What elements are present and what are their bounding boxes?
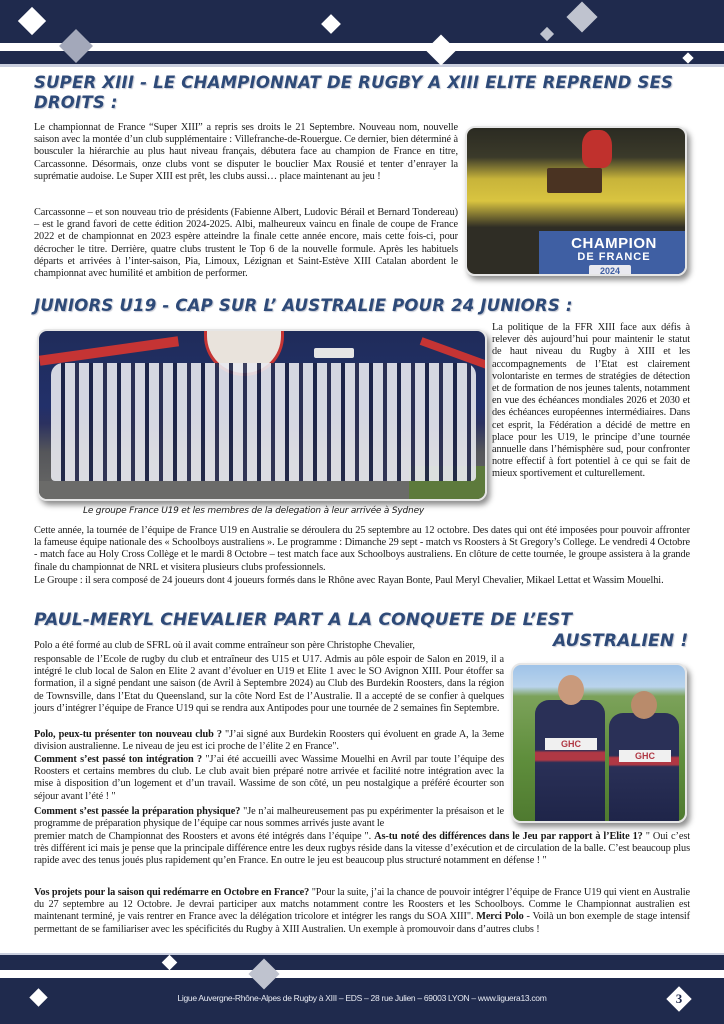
answer-4: " Oui c’est très différent ici mais je pense que la principale différence entre les deux rugbys réside dans la vitesse d’exécution et de circulation de la balle. C’est beaucoup plus rapide avec des tenus joués plus rapidement qu’en France. En outre le jeu est beaucoup plus structuré notamment en défense ! " [34, 831, 690, 867]
question-5: Vos projets pour la saison qui redémarre en Octobre en France? [34, 887, 310, 898]
player-head [631, 691, 657, 719]
photo-caption: Le groupe France U19 et les membres de la delegation à leur arrivée à Sydney [83, 506, 425, 516]
section1-paragraph-1: Le championnat de France “Super XIII” a repris ses droits le 21 Septembre. Nouveau nom, nouvelle saison avec la montée d’un club supplémentaire : Villefranche-de-Rouergue. Ce dernier, bien déterminé à bousculer la hiérarchie au plus haut niveau français, débutera face au champion de France en titre, Carcassonne. Désormais, onze clubs vont se disputer le bouclier Max Rousié et tenter d’enrayer la suprématie audoise. Le Super XIII est prêt, les clubs aussi… place maintenant au jeu ! [34, 122, 458, 182]
diamond-icon [566, 1, 597, 32]
section-title-juniors-u19: JUNIORS U19 - CAP SUR L’ AUSTRALIE POUR 24 JUNIORS : [34, 296, 573, 315]
section2-group-paragraph: Le Groupe : il sera composé de 24 joueurs dont 4 joueurs formés dans le Rhône avec Rayan Bonte, Paul Meryl Chevalier, Mikael Lettat et Wassim Mouelhi. [34, 575, 664, 586]
photo-chevalier-mouelhi [511, 663, 687, 823]
banner-year: 2024 [589, 265, 631, 276]
player-right [609, 713, 679, 823]
section-title-super-xiii: SUPER XIII - LE CHAMPIONNAT DE RUGBY A XIII ELITE REPREND SES DROITS : [34, 73, 674, 112]
closing-thanks: Merci Polo [476, 911, 524, 923]
jersey-sponsor: GHC [619, 750, 671, 762]
header-band [0, 0, 724, 67]
diamond-icon [162, 955, 178, 971]
banner-text-de-france: DE FRANCE [577, 251, 651, 263]
interview-qa-2 [34, 754, 504, 803]
sponsor-logo [314, 348, 354, 358]
team-group [51, 363, 476, 481]
question-4: As-tu noté des différences dans le Jeu par rapport à l’Elite 1? [374, 831, 643, 842]
question-2: Comment s’est passé ton intégration ? [34, 754, 203, 765]
answer-5: "Pour la suite, j’ai la chance de pouvoir intégrer l’équipe de France U19 qui vient en Australie du 27 septembre au 12 Octobre. Je devrai participer aux matchs notamment contre les Roosters et les Schoolboys. Comme le Championnat australien est maintenant terminé, je vais rentrer en France avec la délégation tricolore et intégrer les rangs du SOA XIII". [34, 887, 690, 923]
answer-2: "J’ai été accueilli avec Wassime Mouelhi en Avril par toute l’équipe des Roosters et certains membres du club. Le club avait bien préparé notre arrivée et facilité notre intégration avec la mise à disposition d’un logement et d’un travail. Wassime de son côté, un peu nostalgique a préféré écourter son séjour avant l’été ! " [34, 754, 504, 802]
interview-qa-4 [34, 831, 690, 868]
interview-qa-3 [34, 806, 504, 830]
header-stripe-bottom [0, 64, 724, 67]
bus-decoration [39, 336, 179, 365]
answer-3-part2: premier match de Championnat des Roosters et avons été intégrés dans l’équipe ". [34, 831, 375, 842]
section-title-chevalier: PAUL-MERYL CHEVALIER PART A LA CONQUETE DE L’EST [34, 610, 573, 630]
photo-u19-group-sydney [37, 329, 487, 501]
photo-champions-carcassonne [465, 126, 687, 276]
player-head [558, 675, 584, 705]
section3-intro-line1: Polo a été formé au club de SFRL où il avait comme entraîneur son père Christophe Chevalier, [34, 640, 415, 651]
footer-band [0, 953, 724, 1024]
diamond-icon [682, 52, 693, 63]
section2-side-paragraph: La politique de la FFR XIII face aux défis à relever dès aujourd’hui pour maintenir le statut de haut niveau du Rugby à XIII et les accompagnements de l’Etat est clairement volontariste en termes de stratégies de détection et de formation de nos jeunes talents, notamment en vue des échéances mondiales 2026 et 2030 et des échéances européennes intermédiaires. Dans cet esprit, la Fédération a décidé de mettre en place pour les U19, le principe d’une tournée annuelle dans l’hémisphère sud, pour confronter notre effectif à fort potentiel à ce qui se fait de mieux sportivement et culturellement. [492, 322, 690, 480]
footer-address: Ligue Auvergne-Rhône-Alpes de Rugby à XIII – EDS – 28 rue Julien – 69003 LYON – www.liguera13.com [177, 993, 547, 1003]
diamond-icon [425, 34, 456, 65]
footer-topline [0, 953, 724, 955]
interview-qa-1 [34, 729, 504, 753]
diamond-icon [248, 958, 279, 989]
diamond-icon [18, 7, 46, 35]
page-number-badge [667, 987, 691, 1011]
mascot-figure [582, 130, 612, 168]
player-left [535, 700, 605, 823]
section3-intro: responsable de l’Ecole de rugby du club et entraîneur des U15 et U17. Admis au pôle espoir de Salon en 2019, il a intégré le club local de Salon en Elite 2 avant d’évoluer en U19 et Elite 1 avec le SO Avignon XIII. Pour étoffer sa formation, il a signé pendant une saison (de Avril à Septembre 2024) au Club des Burdekin Roosters, dans la région de Townsville, dans l’Etat du Queensland, sur la côte Nord Est de l’Australie. Il a accepté de se confier à quelques jours d’intégrer l’équipe de France U19 qui se rendra aux Antipodes pour une tournée de 2 semaines fin Septembre. [34, 654, 504, 714]
footer-stripe [0, 970, 724, 978]
banner-text-champion: CHAMPION [571, 235, 657, 252]
page-number: 3 [675, 991, 683, 1006]
question-3: Comment s’est passée la préparation physique? [34, 806, 241, 817]
question-1: Polo, peux-tu présenter ton nouveau club ? [34, 729, 222, 740]
jersey-sponsor: GHC [545, 738, 597, 750]
section1-paragraph-2: Carcassonne – et son nouveau trio de présidents (Fabienne Albert, Ludovic Bérail et Bernard Tondereau) – est le grand favori de cette édition 2024-2025. Albi, malheureux vaincu en finale de coupe de France 2022 et de championnat en 2023 espère atteindre la finale cette année encore, mais cette fois-ci, pour décrocher le titre. Derrière, quatre clubs trustent le Top 6 de la nouvelle formule. Après les habituels départs et arrivées à l’inter-saison, Pia, Limoux, Lézignan et Saint-Estève XIII Catalan abordent le championnat avec humilité et ambition de performer. [34, 207, 458, 280]
header-stripe [0, 43, 724, 51]
diamond-icon [59, 29, 93, 63]
diamond-icon [540, 27, 554, 41]
answer-1: "J’ai signé aux Burdekin Roosters qui évoluent en grade A, la 3eme division australienne. Le niveau de jeu est ici proche de l’élite 2 en France". [34, 729, 504, 753]
champion-banner [539, 231, 687, 276]
answer-3-part1: "Je n’ai malheureusement pas pu expérimenter la présaison et le programme de préparation physique de l’équipe car nous sommes arrivés juste avant le [34, 806, 504, 830]
section2-tour-paragraph: Cette année, la tournée de l’équipe de France U19 en Australie se déroulera du 25 septembre au 12 octobre. Des dates qui ont été imposées pour pouvoir affronter la fameuse équipe nationale des « Schoolboys australiens ». Le programme : Dimanche 29 sept - match vs Roosters à St Gregory’s College. Le vendredi 4 Octobre - match face au Holy Cross Collège et le mardi 8 Octobre – test match face aux Schoolboys australiens. En clôture de cette tournée, le groupe assistera à la grande finale du championnat de NRL et visitera plusieurs clubs professionnels. [34, 525, 690, 573]
trophy-shield [547, 168, 602, 193]
interview-qa-5 [34, 887, 690, 936]
section-title-chevalier-line2: AUSTRALIEN ! [553, 631, 689, 651]
diamond-icon [321, 14, 341, 34]
closing-text: - Voilà un bon exemple de stage intensif permettant de se familiariser avec les spécificités du Rugby à XIII Australien. Un exemple à promouvoir dans d’autres clubs ! [34, 911, 690, 935]
